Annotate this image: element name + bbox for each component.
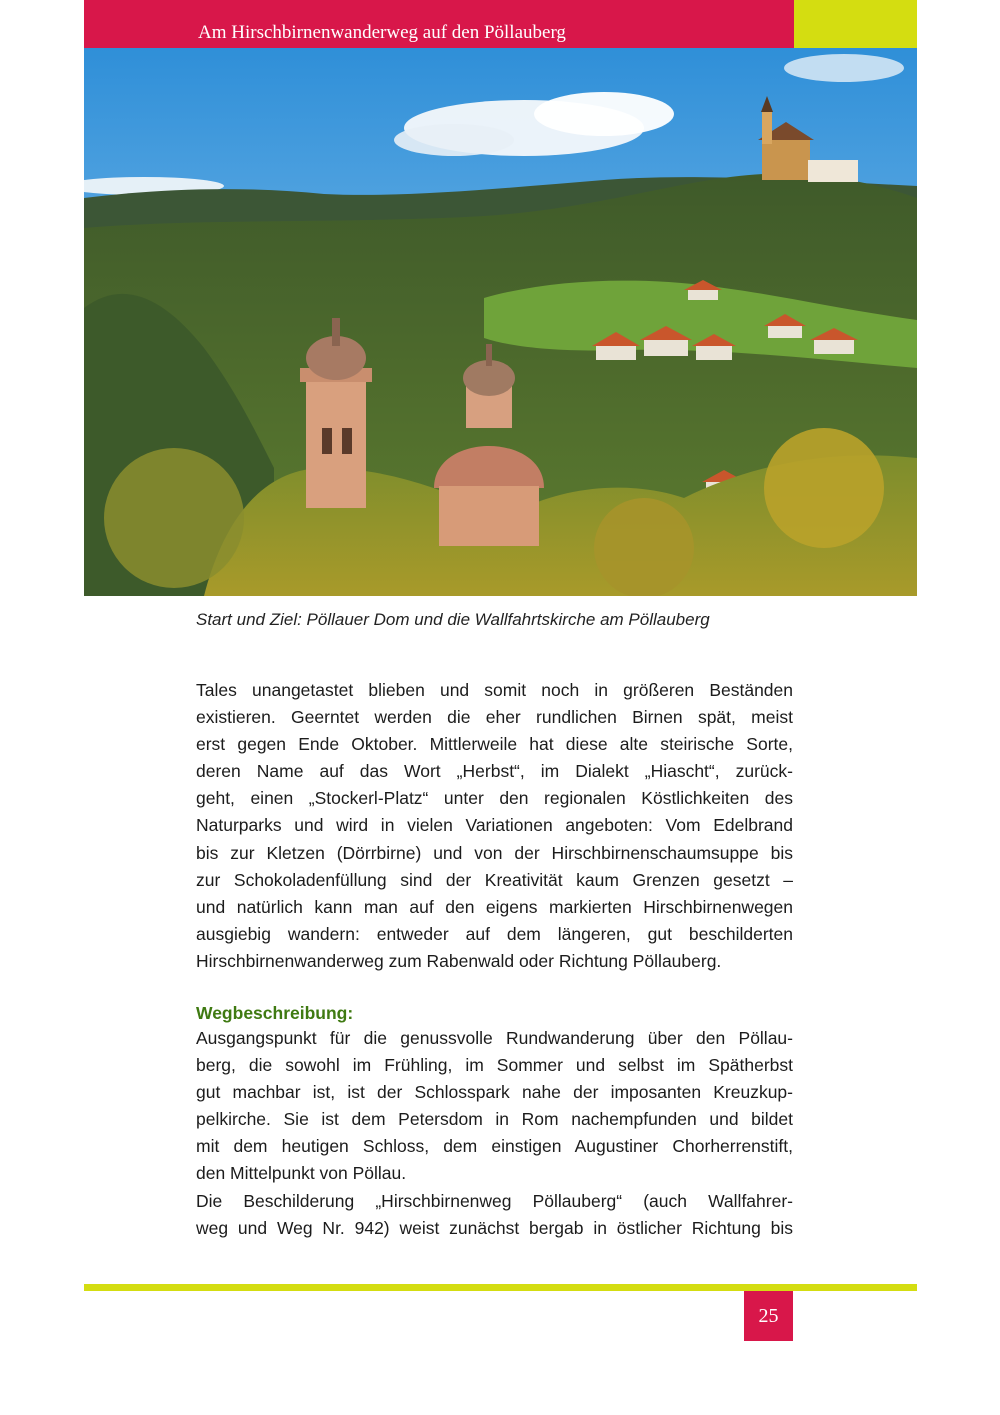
section-line: mit dem heutigen Schloss, dem einstigen Augustiner Chorherrenstift, (196, 1136, 793, 1157)
body-line: existieren. Geerntet werden die eher rundlichen Birnen spät, meist (196, 707, 793, 728)
body-line: ausgiebig wandern: entweder auf dem längeren, gut beschilderten (196, 923, 793, 944)
body-line: zur Schokoladenfüllung sind der Kreativität kaum Grenzen gesetzt – (196, 869, 793, 890)
header-bar (84, 0, 794, 48)
page-number-box (744, 1291, 793, 1341)
body-line: Hirschbirnenwanderweg zum Rabenwald oder Richtung Pöllauberg. (196, 950, 722, 971)
section-line: gut machbar ist, ist der Schlosspark nahe der imposanten Kreuzkup- (196, 1082, 793, 1103)
running-head-title: Am Hirschbirnenwanderweg auf den Pöllauberg (198, 22, 566, 43)
section-line: Ausgangspunkt für die genussvolle Rundwanderung über den Pöllau- (196, 1028, 793, 1048)
section-line: Die Beschilderung „Hirschbirnenweg Pöllauberg“ (auch Wallfahrer- (196, 1190, 793, 1211)
body-line: erst gegen Ende Oktober. Mittlerweile hat diese alte steirische Sorte, (196, 734, 793, 755)
section-line: pelkirche. Sie ist dem Petersdom in Rom nachempfunden und bildet (196, 1109, 793, 1130)
header-accent-block (794, 0, 917, 48)
body-line: deren Name auf das Wort „Herbst“, im Dialekt „Hiascht“, zurück- (196, 761, 793, 782)
landscape-photo-icon (84, 48, 917, 596)
photo-caption: Start und Ziel: Pöllauer Dom und die Wallfahrtskirche am Pöllauberg (196, 610, 710, 629)
body-line: Tales unangetastet blieben und somit noch in größeren Beständen (196, 680, 793, 700)
body-line: Naturparks und wird in vielen Variationen angeboten: Vom Edelbrand (196, 815, 793, 836)
landscape-photo (84, 48, 917, 596)
body-line: geht, einen „Stockerl-Platz“ unter den regionalen Köstlichkeiten des (196, 788, 793, 809)
footer-rule (84, 1284, 917, 1291)
body-line: bis zur Kletzen (Dörrbirne) und von der Hirschbirnenschaumsuppe bis (196, 842, 793, 863)
section-line: weg und Weg Nr. 942) weist zunächst bergab in östlicher Richtung bis (196, 1217, 793, 1238)
body-text (196, 677, 793, 975)
page-number: 25 (758, 1304, 779, 1327)
section-text (196, 1025, 793, 1242)
section-line: berg, die sowohl im Frühling, im Sommer und selbst im Spätherbst (196, 1055, 793, 1076)
section-line: den Mittelpunkt von Pöllau. (196, 1163, 407, 1184)
section-heading: Wegbeschreibung: (196, 1003, 354, 1023)
body-line: und natürlich kann man auf den eigens markierten Hirschbirnenwegen (196, 896, 793, 917)
